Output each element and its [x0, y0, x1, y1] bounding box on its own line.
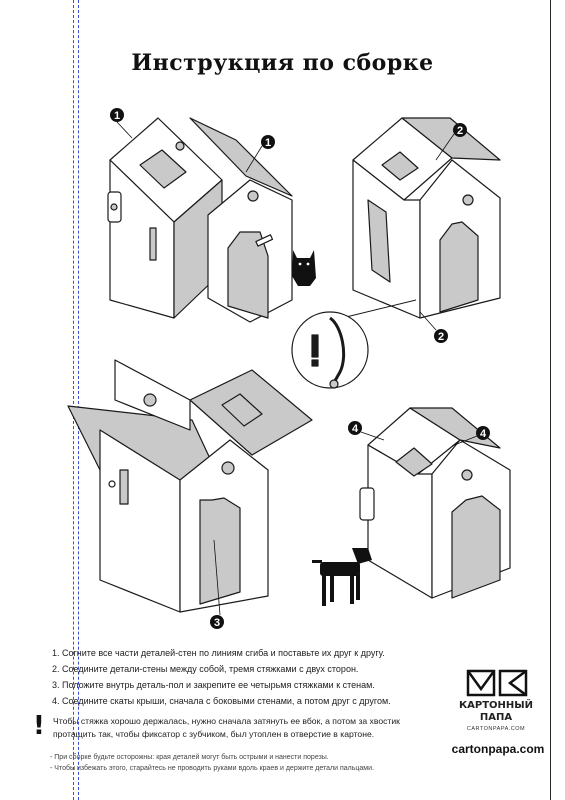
dog-illustration	[312, 548, 372, 606]
svg-text:1: 1	[264, 137, 272, 149]
safety-note-1: - При сборке будьте осторожны: края деталей могут быть острыми и нанести порезы.	[50, 754, 329, 761]
brand-name	[446, 700, 546, 724]
step2-assembled-walls	[353, 118, 500, 318]
brand-name-line2: ПАПА	[479, 712, 513, 723]
website-link[interactable]: cartonpapa.com	[451, 742, 545, 756]
marker-4b	[476, 426, 490, 440]
svg-text:4: 4	[351, 423, 359, 435]
page-title: Инструкция по сборке	[131, 50, 434, 76]
step3-house-with-floor	[68, 360, 312, 612]
svg-text:1: 1	[113, 110, 121, 122]
marker-3	[210, 615, 224, 629]
step1-house-left-part	[108, 118, 222, 318]
brand-name-line1: КАРТОННЫЙ	[458, 700, 534, 711]
marker-1b	[261, 135, 275, 149]
marker-1a	[110, 108, 124, 122]
safety-notes	[50, 752, 430, 774]
marker-4a	[348, 421, 362, 435]
cat-illustration	[292, 250, 316, 286]
exclamation-icon: !	[33, 711, 45, 741]
brand-logo-icon	[466, 669, 530, 699]
step-2-text: 2. Соедините детали-стены между собой, тремя стяжками с двух сторон.	[52, 664, 359, 674]
marker-2b	[434, 329, 448, 343]
zip-tie-detail	[292, 300, 416, 388]
step-4-text: 4. Соедините скаты крыши, сначала с боковыми стенами, а потом друг с другом.	[52, 696, 391, 706]
svg-text:3: 3	[213, 617, 221, 629]
svg-text:2: 2	[456, 125, 464, 137]
brand-url-small: CARTONPAPA.COM	[466, 726, 526, 732]
svg-text:2: 2	[437, 331, 445, 343]
warning-text: Чтобы стяжка хорошо держалась, нужно сначала затянуть ее вбок, а потом за хвостик протащить так, чтобы фиксатор с зубчиком, был утоплен в отверстие в картоне.	[53, 716, 400, 739]
step-1-text: 1. Согните все части деталей-стен по линиям сгиба и поставьте их друг к другу.	[52, 648, 385, 658]
step-3-text: 3. Положите внутрь деталь-пол и закрепите ее четырьмя стяжками к стенам.	[52, 680, 375, 690]
svg-text:4: 4	[479, 428, 487, 440]
assembly-steps	[52, 645, 452, 709]
safety-note-2: - Чтобы избежать этого, старайтесь не проводить руками вдоль краев и держите детали пальцами.	[50, 765, 374, 772]
marker-2a	[453, 123, 467, 137]
